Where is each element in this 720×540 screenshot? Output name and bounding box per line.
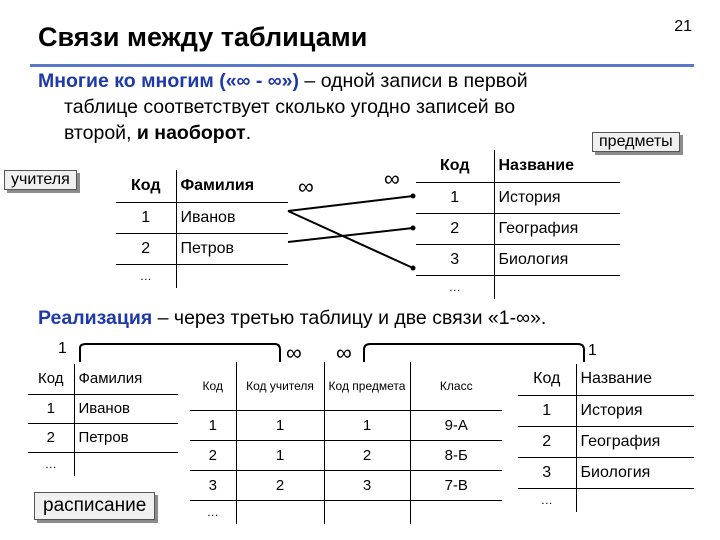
intro-line-1-rest: – одной записи в первой (299, 70, 528, 92)
table-cell: 2 (324, 440, 410, 470)
top-link-dot-1 (411, 194, 416, 199)
table-cell (576, 488, 694, 512)
column-header: Фамилия (74, 364, 178, 394)
table-row (190, 470, 502, 500)
column-header: Код предмета (324, 362, 410, 410)
link-left-one: 1 (58, 340, 67, 357)
table-cell: 7-В (410, 470, 502, 500)
column-header: Код (518, 364, 576, 395)
top-link-line-3 (288, 228, 413, 242)
table-row (416, 213, 620, 244)
realization-text: – через третью таблицу и две связи «1-∞». (152, 307, 547, 329)
column-header: Код (116, 170, 176, 202)
column-header: Название (494, 150, 620, 182)
table-cell (494, 275, 620, 299)
table-cell: География (494, 213, 620, 244)
table-row (28, 394, 178, 423)
intro-line-1 (38, 68, 698, 94)
top-link-dot-2 (411, 226, 416, 231)
table-cell: История (576, 395, 694, 426)
bottom-subjects-table (518, 364, 694, 512)
table-cell: Иванов (176, 202, 288, 233)
intro-heading: Многие ко многим («∞ - ∞») (38, 70, 300, 92)
table-row (116, 202, 288, 233)
link-left-many: ∞ (286, 340, 302, 365)
realization-line (38, 305, 546, 331)
intro-line-3-start: второй, (64, 122, 137, 144)
table-cell (410, 500, 502, 524)
column-header: Класс (410, 362, 502, 410)
schedule-table-label: расписание (34, 492, 155, 520)
table-cell: Биология (494, 244, 620, 275)
bottom-teachers-table (28, 364, 178, 476)
table-row (416, 182, 620, 213)
column-header: Фамилия (176, 170, 288, 202)
table-cell: … (416, 275, 494, 299)
table-cell: 1 (190, 410, 236, 440)
table-cell: 2 (116, 233, 176, 264)
column-header: Код учителя (236, 362, 324, 410)
table-row (116, 233, 288, 264)
table-cell: 1 (116, 202, 176, 233)
slide-title: Связи между таблицами (38, 22, 368, 52)
top-infinity-right: ∞ (384, 166, 400, 191)
table-row (190, 410, 502, 440)
table-cell: … (28, 452, 74, 476)
table-cell: 3 (518, 457, 576, 488)
teachers-table-label: учителя (4, 170, 77, 190)
table-cell: 3 (416, 244, 494, 275)
top-link-line-2 (288, 211, 413, 268)
table-cell: География (576, 426, 694, 457)
subjects-table-label: предметы (592, 132, 680, 152)
table-cell: 9-А (410, 410, 502, 440)
table-cell: 1 (324, 410, 410, 440)
column-header: Код (190, 362, 236, 410)
table-row (518, 488, 694, 512)
table-cell: 3 (190, 470, 236, 500)
table-row (28, 423, 178, 452)
top-link-dot-3 (411, 266, 416, 271)
table-cell: 2 (416, 213, 494, 244)
schedule-table (190, 362, 502, 524)
column-header: Код (416, 150, 494, 182)
top-subjects-table (416, 150, 620, 299)
table-row (518, 457, 694, 488)
table-cell (236, 500, 324, 524)
table-cell: 1 (236, 440, 324, 470)
link-right-one: 1 (588, 342, 597, 359)
table-cell: … (190, 500, 236, 524)
bottom-right-bracket (364, 344, 584, 362)
table-cell (74, 452, 178, 476)
table-cell (324, 500, 410, 524)
table-row (190, 500, 502, 524)
bottom-left-bracket (80, 344, 280, 362)
table-cell: 2 (190, 440, 236, 470)
table-cell: … (518, 488, 576, 512)
table-cell: Биология (576, 457, 694, 488)
table-cell: 1 (28, 394, 74, 423)
intro-line-3-end: . (245, 122, 252, 144)
top-teachers-table (116, 170, 288, 288)
table-cell: История (494, 182, 620, 213)
table-cell: 1 (518, 395, 576, 426)
table-cell: 2 (236, 470, 324, 500)
table-cell: 3 (324, 470, 410, 500)
column-header: Код (28, 364, 74, 394)
table-cell: … (116, 264, 176, 288)
intro-line-3-bold: и наоборот (136, 122, 246, 144)
table-cell: Петров (176, 233, 288, 264)
table-cell (176, 264, 288, 288)
slide-number: 21 (674, 18, 692, 35)
table-cell: 1 (416, 182, 494, 213)
intro-line-2: таблице соответствует сколько угодно записей во (64, 96, 516, 118)
table-row (518, 395, 694, 426)
table-row (416, 275, 620, 299)
column-header: Название (576, 364, 694, 395)
table-row (190, 440, 502, 470)
table-cell: 8-Б (410, 440, 502, 470)
table-cell: 1 (236, 410, 324, 440)
realization-title: Реализация (38, 307, 153, 329)
table-row (518, 426, 694, 457)
table-row (416, 244, 620, 275)
table-row (116, 264, 288, 288)
table-cell: 2 (518, 426, 576, 457)
header-divider (30, 64, 694, 67)
link-right-many: ∞ (336, 340, 352, 365)
top-infinity-left: ∞ (298, 174, 314, 199)
table-row (28, 452, 178, 476)
table-cell: Петров (74, 423, 178, 452)
table-cell: 2 (28, 423, 74, 452)
table-cell: Иванов (74, 394, 178, 423)
